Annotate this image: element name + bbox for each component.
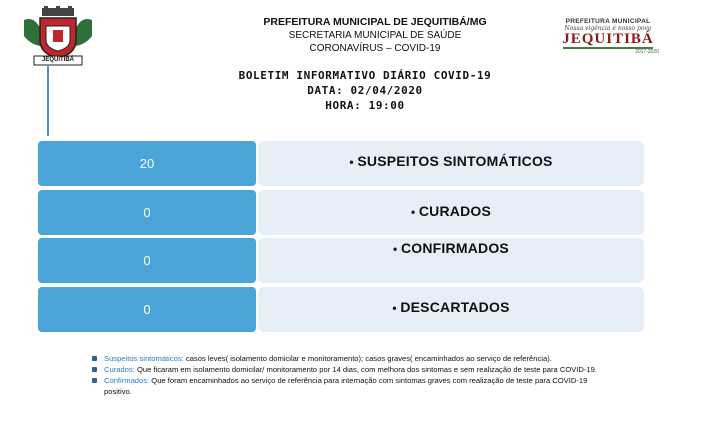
header-line-coronavirus: CORONAVÍRUS – COVID-19 [309, 43, 441, 54]
stat-label-box [258, 141, 644, 186]
crest-guide-line [47, 66, 49, 136]
definition-text: Que foram encaminhados ao serviço de referência para internação com sintomas graves com realização de teste para COVID-19 positivo. [104, 376, 588, 396]
definition-item: Confirmados: Que foram encaminhados ao serviço de referência para internação com sintomas graves com realização de teste para COVID-19 positivo. [92, 375, 612, 397]
stat-label: • CONFIRMADOS [258, 240, 644, 256]
crest-banner: JEQUITIBÁ [41, 57, 74, 63]
bulletin-date: DATA: 02/04/2020 [307, 84, 423, 97]
logo-slogan: Nossa vigência é nosso povo [564, 25, 652, 32]
municipal-coat-of-arms [20, 6, 96, 68]
stat-value: 0 [38, 287, 256, 332]
stat-row-descartados [38, 287, 644, 332]
logo-name: JEQUITIBÁ [562, 31, 654, 47]
bulletin-time: HORA: 19:00 [325, 99, 405, 112]
stat-label-box [258, 238, 644, 283]
stat-row-curados [38, 190, 644, 235]
bulletin-heading [200, 68, 530, 113]
stat-row-confirmados [38, 238, 644, 283]
definition-text: Que ficaram em isolamento domicilar/ monitoramento por 14 dias, com melhora dos sintomas e sem realização de teste para COVID-19. [134, 365, 597, 374]
municipal-logo [553, 18, 663, 58]
stat-label-box [258, 190, 644, 235]
stat-label: • SUSPEITOS SINTOMÁTICOS [258, 153, 644, 169]
definition-item: Suspeitos sintomáticos: casos leves( isolamento domicilar e monitoramento); casos graves( encaminhados ao serviço de referência). [92, 353, 612, 364]
header-line-prefeitura: PREFEITURA MUNICIPAL DE JEQUITIBÁ/MG [263, 16, 487, 28]
stat-label: • DESCARTADOS [258, 299, 644, 315]
definition-term: Curados [104, 365, 133, 374]
header-line-secretaria: SECRETARIA MUNICIPAL DE SAÚDE [288, 30, 462, 41]
definition-term: Confirmados [104, 376, 148, 385]
document-header [230, 16, 520, 55]
stat-row-suspeitos [38, 141, 644, 186]
definition-term: Suspeitos sintomáticos [104, 354, 182, 363]
definitions-list [92, 353, 612, 397]
stat-label: • CURADOS [258, 203, 644, 219]
stat-value: 20 [38, 141, 256, 186]
stat-value: 0 [38, 190, 256, 235]
definition-text: casos leves( isolamento domicilar e monitoramento); casos graves( encaminhados ao serviço de referência). [183, 354, 552, 363]
stat-value: 0 [38, 238, 256, 283]
definition-item: Curados: Que ficaram em isolamento domicilar/ monitoramento por 14 dias, com melhora dos sintomas e sem realização de teste para COVID-19. [92, 364, 612, 375]
logo-years: 2017-2020 [635, 49, 659, 55]
stat-label-box [258, 287, 644, 332]
logo-top-text: PREFEITURA MUNICIPAL [565, 18, 651, 25]
bulletin-title: BOLETIM INFORMATIVO DIÁRIO COVID-19 [238, 69, 492, 82]
